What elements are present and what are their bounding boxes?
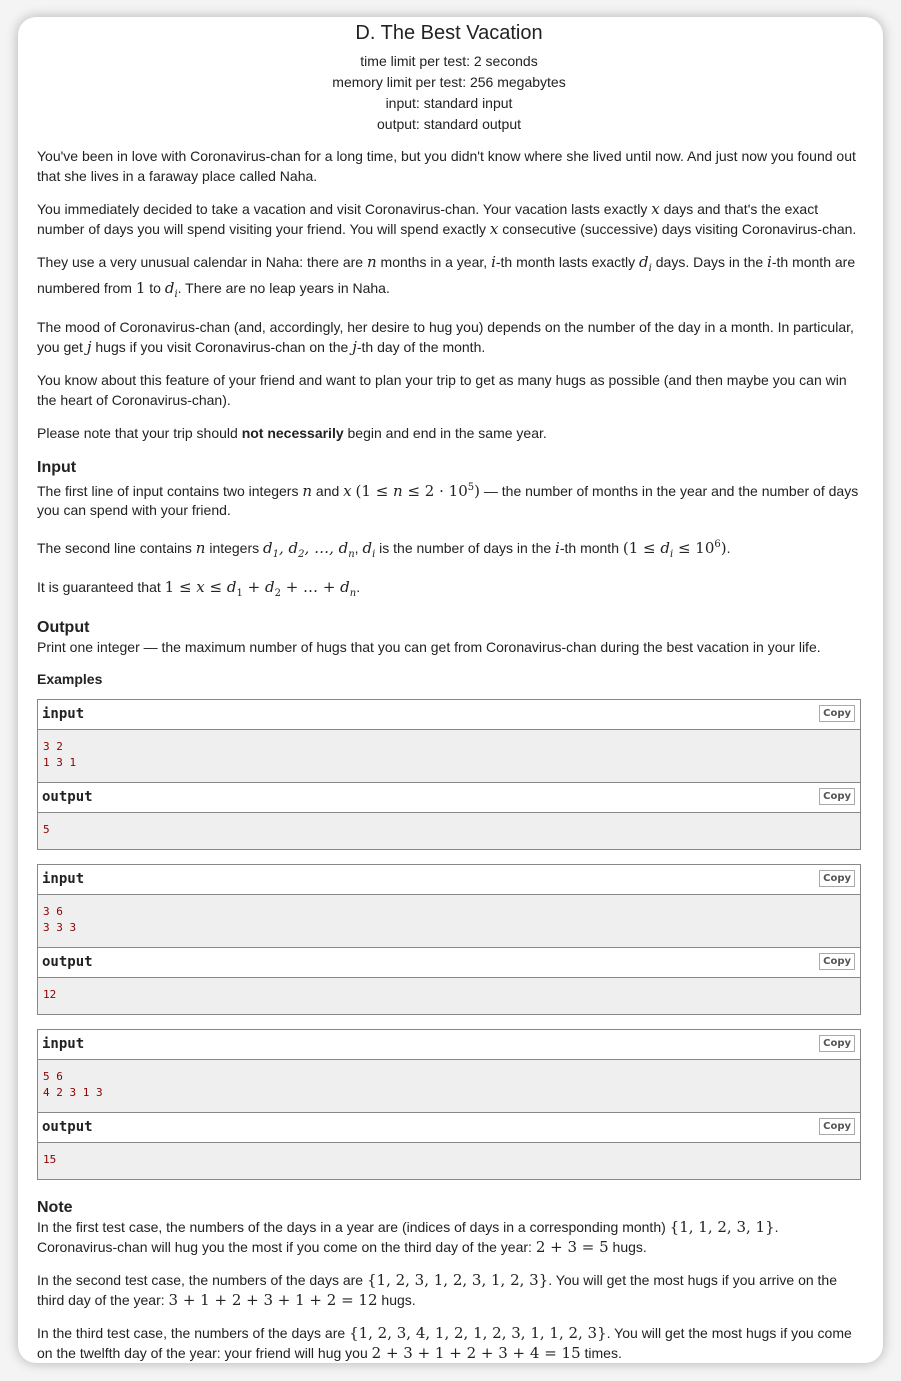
input-section-title: Input: [37, 458, 77, 476]
problem-statement: [37, 147, 861, 444]
example-input-header: input Copy: [38, 1030, 860, 1060]
input-paragraph: The second line contains n integers $d_1$, $d_2$, …, $d_n$, $d_i$ is the number of days in the i-th month $(1 \le d_i \le 10^6)$.: [37, 538, 731, 560]
example-output-header: output Copy: [38, 1113, 860, 1143]
statement-paragraph: You know about this feature of your friend and want to plan your trip to get as many hugs as possible (and then maybe you can win the heart of Coronavirus-chan).: [37, 372, 847, 408]
copy-button[interactable]: Copy: [819, 953, 855, 970]
copy-button[interactable]: Copy: [819, 788, 855, 805]
example-block: [37, 864, 861, 1015]
statement-paragraph: The mood of Coronavirus-chan (and, accordingly, her desire to hug you) depends on the number of the day in a month. In particular, you get j hugs if you visit Coronavirus-chan on the j-th day of the month.: [37, 319, 854, 356]
note-paragraph: In the third test case, the numbers of the days are {1, 2, 3, 4, 1, 2, 1, 2, 3, 1, 1, 2, 3}. You will get the most hugs if you come on the twelfth day of the year: your friend will hug you 2 + 3 + 1 + 2 + 3 + 4 = 15 times.: [37, 1324, 852, 1362]
example-input[interactable]: 5 6 4 2 3 1 3: [38, 1060, 860, 1113]
statement-paragraph: Please note that your trip should not necessarily begin and end in the same year.: [37, 425, 547, 441]
time-limit: time limit per test: 2 seconds: [360, 53, 538, 69]
example-output[interactable]: 12: [38, 978, 860, 1014]
example-input-header: input Copy: [38, 865, 860, 895]
problem-title: D. The Best Vacation: [355, 22, 543, 44]
note-paragraph: In the second test case, the numbers of the days are {1, 2, 3, 1, 2, 3, 1, 2, 3}. You will get the most hugs if you arrive on the third day of the year: 3 + 1 + 2 + 3 + 1 + 2 = 12 hugs.: [37, 1271, 837, 1309]
note-section-title: Note: [37, 1199, 73, 1216]
problem-card: [18, 17, 883, 1363]
statement-paragraph: You've been in love with Coronavirus-chan for a long time, but you didn't know where she lived until now. And just now you found out that she lives in a faraway place called Naha.: [37, 148, 856, 184]
input-paragraph: The first line of input contains two integers n and x $(1 \le n \le 2 \cdot 10^5)$ — the number of months in the year and the number of days you can spend with your friend.: [37, 481, 859, 518]
example-output[interactable]: 15: [38, 1143, 860, 1179]
example-input[interactable]: 3 2 1 3 1: [38, 730, 860, 783]
example-output-header: output Copy: [38, 948, 860, 978]
example-output[interactable]: 5: [38, 813, 860, 849]
problem-limits: [37, 51, 861, 135]
memory-limit: memory limit per test: 256 megabytes: [332, 74, 566, 90]
example-block: [37, 1029, 861, 1180]
output-section-title: Output: [37, 618, 90, 636]
copy-button[interactable]: Copy: [819, 705, 855, 722]
example-input[interactable]: 3 6 3 3 3: [38, 895, 860, 948]
input-paragraph: It is guaranteed that $1 \le x \le d_1 + d_2$ + … + $d_n$.: [37, 578, 361, 599]
examples-title: Examples: [37, 671, 103, 687]
copy-button[interactable]: Copy: [819, 870, 855, 887]
input-source: input: standard input: [385, 95, 513, 111]
output-paragraph: Print one integer — the maximum number of hugs that you can get from Coronavirus-chan during the best vacation in your life.: [37, 638, 821, 655]
note-paragraph: In the first test case, the numbers of the days in a year are (indices of days in a corresponding month) {1, 1, 2, 3, 1}. Coronavirus-chan will hug you the most if you come on the third day of the year: 2 + 3 = 5 hugs.: [37, 1218, 779, 1256]
example-block: [37, 699, 861, 850]
output-source: output: standard output: [377, 116, 521, 132]
statement-paragraph: They use a very unusual calendar in Naha: there are n months in a year, i-th month lasts exactly $d_i$ days. Days in the i-th month are numbered from 1 to $d_i$. There are no leap years in Naha.: [37, 253, 856, 300]
copy-button[interactable]: Copy: [819, 1118, 855, 1135]
example-input-header: input Copy: [38, 700, 860, 730]
copy-button[interactable]: Copy: [819, 1035, 855, 1052]
statement-paragraph: You immediately decided to take a vacation and visit Coronavirus-chan. Your vacation lasts exactly x days and that's the exact number of days you will spend visiting your friend. You will spend exactly x consecutive (successive) days visiting Coronavirus-chan.: [37, 200, 857, 238]
example-output-header: output Copy: [38, 783, 860, 813]
